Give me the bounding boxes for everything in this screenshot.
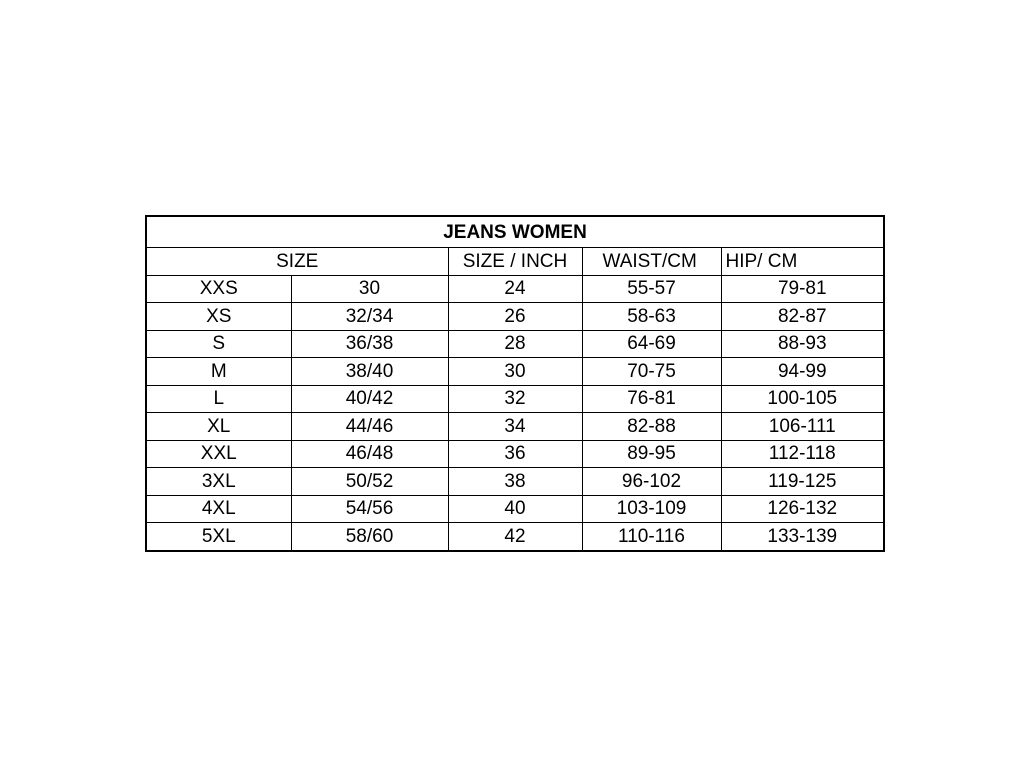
cell-hip: 126-132 (721, 495, 884, 523)
table-title: JEANS WOMEN (146, 216, 884, 248)
cell-hip: 106-111 (721, 413, 884, 441)
table-row (146, 413, 884, 441)
table-row (146, 303, 884, 331)
cell-inch: 40 (448, 495, 582, 523)
cell-waist: 70-75 (582, 358, 721, 386)
cell-waist: 110-116 (582, 523, 721, 551)
table-row (146, 468, 884, 496)
cell-eu-size: 40/42 (291, 385, 448, 413)
cell-inch: 42 (448, 523, 582, 551)
cell-waist: 103-109 (582, 495, 721, 523)
cell-waist: 76-81 (582, 385, 721, 413)
cell-hip: 100-105 (721, 385, 884, 413)
cell-eu-size: 44/46 (291, 413, 448, 441)
table-row (146, 495, 884, 523)
cell-inch: 34 (448, 413, 582, 441)
cell-size: S (146, 330, 291, 358)
table-row (146, 330, 884, 358)
cell-size: XXL (146, 440, 291, 468)
cell-hip: 88-93 (721, 330, 884, 358)
table-row (146, 385, 884, 413)
cell-waist: 58-63 (582, 303, 721, 331)
cell-eu-size: 54/56 (291, 495, 448, 523)
cell-eu-size: 32/34 (291, 303, 448, 331)
cell-waist: 64-69 (582, 330, 721, 358)
table-row (146, 358, 884, 386)
table-row (146, 523, 884, 551)
cell-size: 5XL (146, 523, 291, 551)
cell-size: 3XL (146, 468, 291, 496)
table-row (146, 275, 884, 303)
cell-waist: 82-88 (582, 413, 721, 441)
cell-hip: 82-87 (721, 303, 884, 331)
header-size: SIZE (146, 248, 448, 276)
cell-waist: 55-57 (582, 275, 721, 303)
header-hip: HIP/ CM (721, 248, 884, 276)
cell-hip: 112-118 (721, 440, 884, 468)
table-row (146, 440, 884, 468)
cell-hip: 94-99 (721, 358, 884, 386)
cell-eu-size: 50/52 (291, 468, 448, 496)
cell-eu-size: 58/60 (291, 523, 448, 551)
cell-waist: 96-102 (582, 468, 721, 496)
cell-inch: 28 (448, 330, 582, 358)
cell-inch: 38 (448, 468, 582, 496)
cell-eu-size: 30 (291, 275, 448, 303)
cell-hip: 133-139 (721, 523, 884, 551)
title-row (146, 216, 884, 248)
cell-size: XXS (146, 275, 291, 303)
cell-eu-size: 38/40 (291, 358, 448, 386)
header-waist: WAIST/CM (582, 248, 721, 276)
cell-size: XS (146, 303, 291, 331)
header-size-inch: SIZE / INCH (448, 248, 582, 276)
cell-eu-size: 46/48 (291, 440, 448, 468)
cell-hip: 119-125 (721, 468, 884, 496)
size-chart-table (145, 215, 885, 552)
cell-size: 4XL (146, 495, 291, 523)
cell-size: M (146, 358, 291, 386)
cell-inch: 32 (448, 385, 582, 413)
cell-size: L (146, 385, 291, 413)
cell-inch: 24 (448, 275, 582, 303)
cell-waist: 89-95 (582, 440, 721, 468)
cell-inch: 26 (448, 303, 582, 331)
cell-inch: 30 (448, 358, 582, 386)
cell-size: XL (146, 413, 291, 441)
header-row (146, 248, 884, 276)
cell-inch: 36 (448, 440, 582, 468)
cell-eu-size: 36/38 (291, 330, 448, 358)
cell-hip: 79-81 (721, 275, 884, 303)
